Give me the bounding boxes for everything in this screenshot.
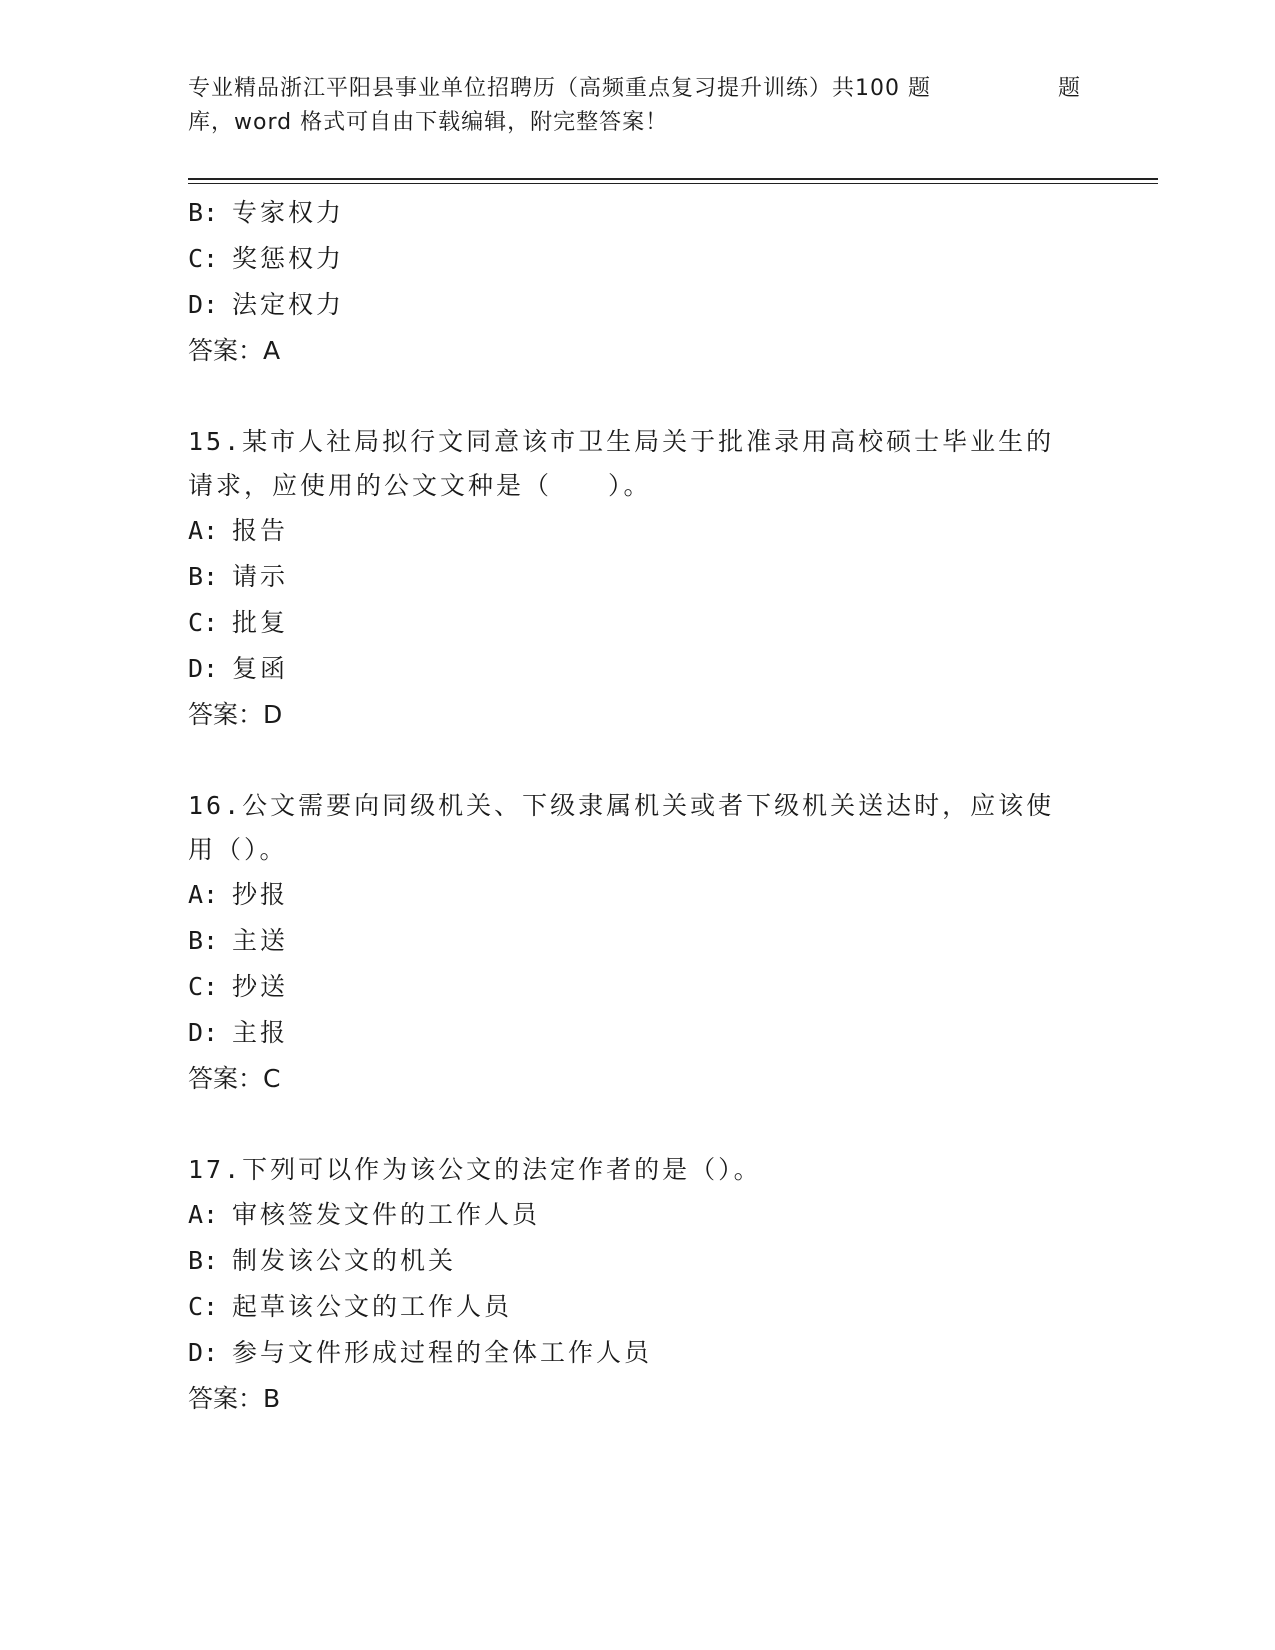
question-stem-line: 16.公文需要向同级机关、下级隶属机关或者下级机关送达时，应该使 xyxy=(188,791,1055,820)
header-title-text: 专业精品浙江平阳县事业单位招聘历（高频重点复习提升训练）共100 题 xyxy=(188,76,931,101)
question-16 xyxy=(188,784,1088,1102)
question-17 xyxy=(188,1148,1088,1422)
question-stem-line: 请求，应使用的公文文种是（ ）。 xyxy=(188,471,652,500)
question-stem-line: 17.下列可以作为该公文的法定作者的是（）。 xyxy=(188,1155,762,1184)
option-letter: A: xyxy=(188,516,219,545)
document-header xyxy=(188,72,1088,140)
option-letter: D: xyxy=(188,654,219,683)
option-text: 复函 xyxy=(232,654,289,683)
question-partial xyxy=(188,190,1088,374)
question-stem-line: 15.某市人社局拟行文同意该市卫生局关于批准录用高校硕士毕业生的 xyxy=(188,427,1055,456)
option-letter: C: xyxy=(188,972,219,1001)
question-stem xyxy=(188,1148,1088,1192)
header-line-1 xyxy=(188,72,1088,106)
option-d xyxy=(188,282,1088,328)
option-letter: D: xyxy=(188,290,219,319)
option-b xyxy=(188,554,1088,600)
option-c xyxy=(188,964,1088,1010)
option-letter: A: xyxy=(188,1200,219,1229)
option-letter: C: xyxy=(188,1292,219,1321)
option-letter: B: xyxy=(188,1246,219,1275)
option-d xyxy=(188,1330,1088,1376)
option-text: 报告 xyxy=(232,516,289,545)
header-title-wrap: 题 xyxy=(1058,76,1082,101)
header-divider xyxy=(188,178,1158,180)
option-letter: A: xyxy=(188,880,219,909)
option-letter: B: xyxy=(188,562,219,591)
option-b xyxy=(188,1238,1088,1284)
header-divider-thin xyxy=(188,183,1158,184)
question-stem xyxy=(188,784,1088,872)
option-d xyxy=(188,646,1088,692)
answer-line: 答案：A xyxy=(188,336,281,365)
option-text: 审核签发文件的工作人员 xyxy=(232,1200,541,1229)
answer-line: 答案：C xyxy=(188,1064,281,1093)
option-text: 批复 xyxy=(232,608,289,637)
option-a xyxy=(188,872,1088,918)
option-text: 主报 xyxy=(232,1018,289,1047)
option-c xyxy=(188,600,1088,646)
option-text: 抄送 xyxy=(232,972,289,1001)
option-letter: D: xyxy=(188,1338,219,1367)
question-list xyxy=(188,190,1088,1422)
option-letter: B: xyxy=(188,926,219,955)
header-line-2: 库，word 格式可自由下载编辑，附完整答案！ xyxy=(188,110,669,135)
question-stem-line: 用（）。 xyxy=(188,835,288,864)
option-text: 抄报 xyxy=(232,880,289,909)
option-d xyxy=(188,1010,1088,1056)
option-c xyxy=(188,236,1088,282)
option-c xyxy=(188,1284,1088,1330)
option-text: 主送 xyxy=(232,926,289,955)
option-text: 法定权力 xyxy=(232,290,345,319)
option-b xyxy=(188,190,1088,236)
option-text: 起草该公文的工作人员 xyxy=(232,1292,513,1321)
option-text: 制发该公文的机关 xyxy=(232,1246,457,1275)
answer-line: 答案：D xyxy=(188,700,283,729)
option-text: 参与文件形成过程的全体工作人员 xyxy=(232,1338,653,1367)
option-text: 请示 xyxy=(232,562,289,591)
option-letter: B: xyxy=(188,198,219,227)
option-letter: C: xyxy=(188,244,219,273)
option-text: 奖惩权力 xyxy=(232,244,345,273)
option-a xyxy=(188,1192,1088,1238)
answer-line: 答案：B xyxy=(188,1384,281,1413)
option-b xyxy=(188,918,1088,964)
question-15 xyxy=(188,420,1088,738)
option-a xyxy=(188,508,1088,554)
question-stem xyxy=(188,420,1088,508)
option-text: 专家权力 xyxy=(232,198,345,227)
option-letter: D: xyxy=(188,1018,219,1047)
option-letter: C: xyxy=(188,608,219,637)
